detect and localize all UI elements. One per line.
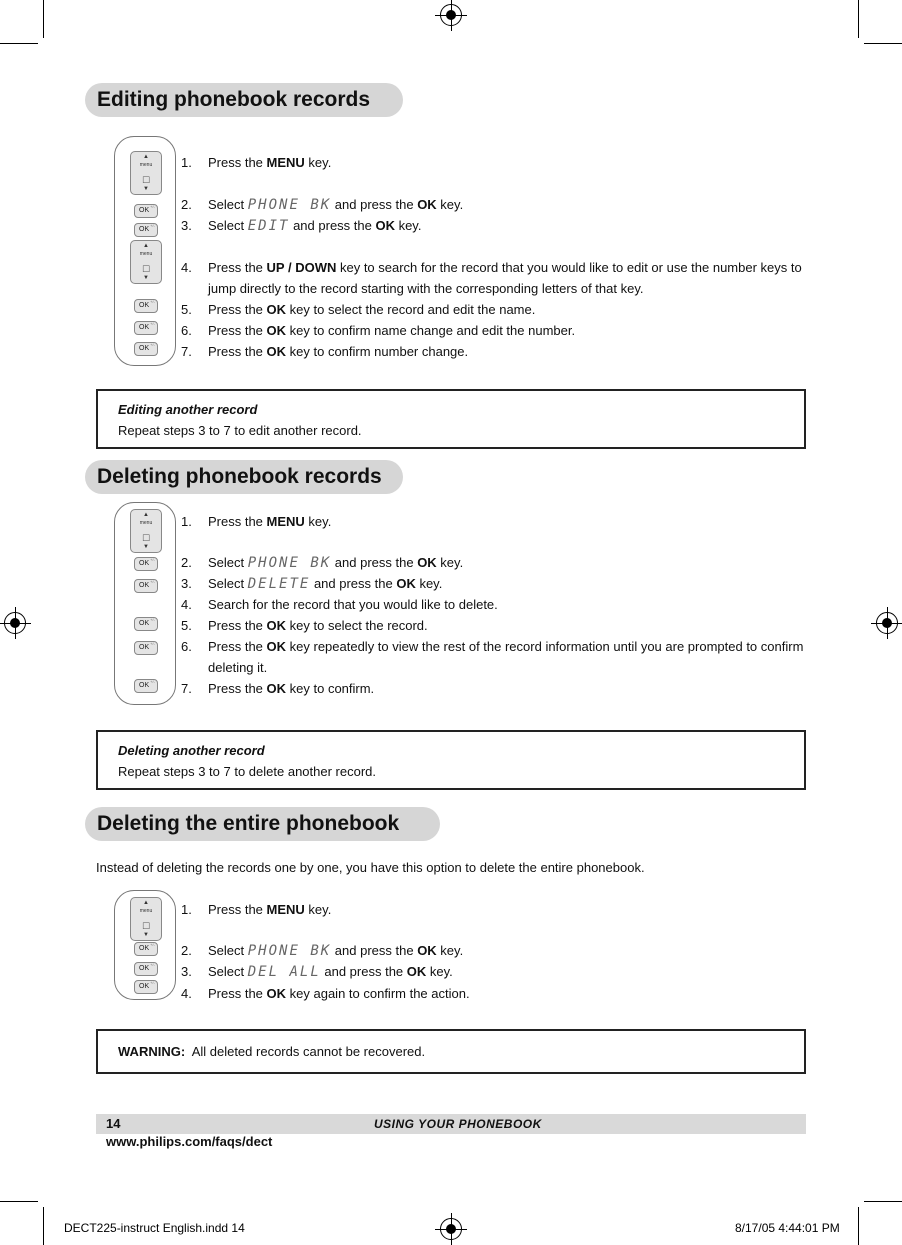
slug-filename: DECT225-instruct English.indd 14 (64, 1221, 245, 1235)
warning-label: WARNING: (118, 1044, 186, 1059)
menu-key: ▲ menu ☐ ▼ (130, 897, 162, 941)
warning-box (96, 1029, 806, 1074)
lcd-text: DELETE (247, 576, 311, 592)
delete-all-intro: Instead of deleting the records one by one, you have this option to delete the entire phonebook. (96, 860, 645, 875)
section-title-text: Deleting the entire phonebook (97, 812, 400, 835)
chapter-title: USING YOUR PHONEBOOK (374, 1117, 542, 1131)
menu-key: ▲ menu ☐ ▼ (130, 151, 162, 195)
crop-mark (858, 1207, 859, 1245)
registration-mark (876, 612, 898, 634)
registration-mark (440, 4, 462, 26)
page-number: 14 (106, 1116, 121, 1131)
section-title-delete-all (85, 807, 440, 841)
section-title-text: Deleting phonebook records (97, 465, 382, 488)
crop-mark (864, 43, 902, 44)
handset-illustration (114, 136, 176, 366)
section-title-text: Editing phonebook records (97, 88, 371, 111)
ok-key: OK +/- (134, 942, 158, 956)
menu-key: ▲ menu ☐ ▼ (130, 240, 162, 284)
ok-key: OK +/- (134, 980, 158, 994)
crop-mark (43, 1207, 44, 1245)
handset-illustration (114, 890, 176, 1000)
warning-text: All deleted records cannot be recovered. (191, 1044, 426, 1059)
note-body: Repeat steps 3 to 7 to delete another record. (118, 764, 377, 779)
handset-illustration (114, 502, 176, 705)
slug-timestamp: 8/17/05 4:44:01 PM (735, 1221, 840, 1235)
footer-url: www.philips.com/faqs/dect (106, 1134, 273, 1149)
phonebook-icon: ☐ (142, 175, 151, 185)
ok-key: OK +/- (134, 342, 158, 356)
note-body: Repeat steps 3 to 7 to edit another record. (118, 423, 362, 438)
note-title: Editing another record (118, 402, 258, 417)
crop-mark (0, 43, 38, 44)
ok-key: OK +/- (134, 641, 158, 655)
lcd-text: PHONE BK (247, 555, 332, 571)
ok-key: OK +/- (134, 617, 158, 631)
crop-mark (0, 1201, 38, 1202)
menu-key: ▲ menu ☐ ▼ (130, 509, 162, 553)
lcd-text: DEL ALL (247, 964, 321, 980)
ok-key: OK +/- (134, 579, 158, 593)
crop-mark (43, 0, 44, 38)
section-title-deleting (85, 460, 403, 494)
ok-key: OK +/- (134, 321, 158, 335)
ok-key: OK +/- (134, 962, 158, 976)
phonebook-icon: ☐ (142, 921, 151, 931)
registration-mark (440, 1218, 462, 1240)
registration-mark (4, 612, 26, 634)
phonebook-icon: ☐ (142, 533, 151, 543)
ok-key: OK +/- (134, 299, 158, 313)
lcd-text: PHONE BK (247, 197, 332, 213)
crop-mark (864, 1201, 902, 1202)
ok-key: OK +/- (134, 223, 158, 237)
note-box-edit-another (96, 389, 806, 449)
note-title: Deleting another record (118, 743, 265, 758)
lcd-text: PHONE BK (247, 943, 332, 959)
phonebook-icon: ☐ (142, 264, 151, 274)
section-title-editing (85, 83, 403, 117)
crop-mark (858, 0, 859, 38)
ok-key: OK +/- (134, 204, 158, 218)
note-box-delete-another (96, 730, 806, 790)
ok-key: OK +/- (134, 557, 158, 571)
ok-key: OK +/- (134, 679, 158, 693)
lcd-text: EDIT (247, 218, 290, 234)
